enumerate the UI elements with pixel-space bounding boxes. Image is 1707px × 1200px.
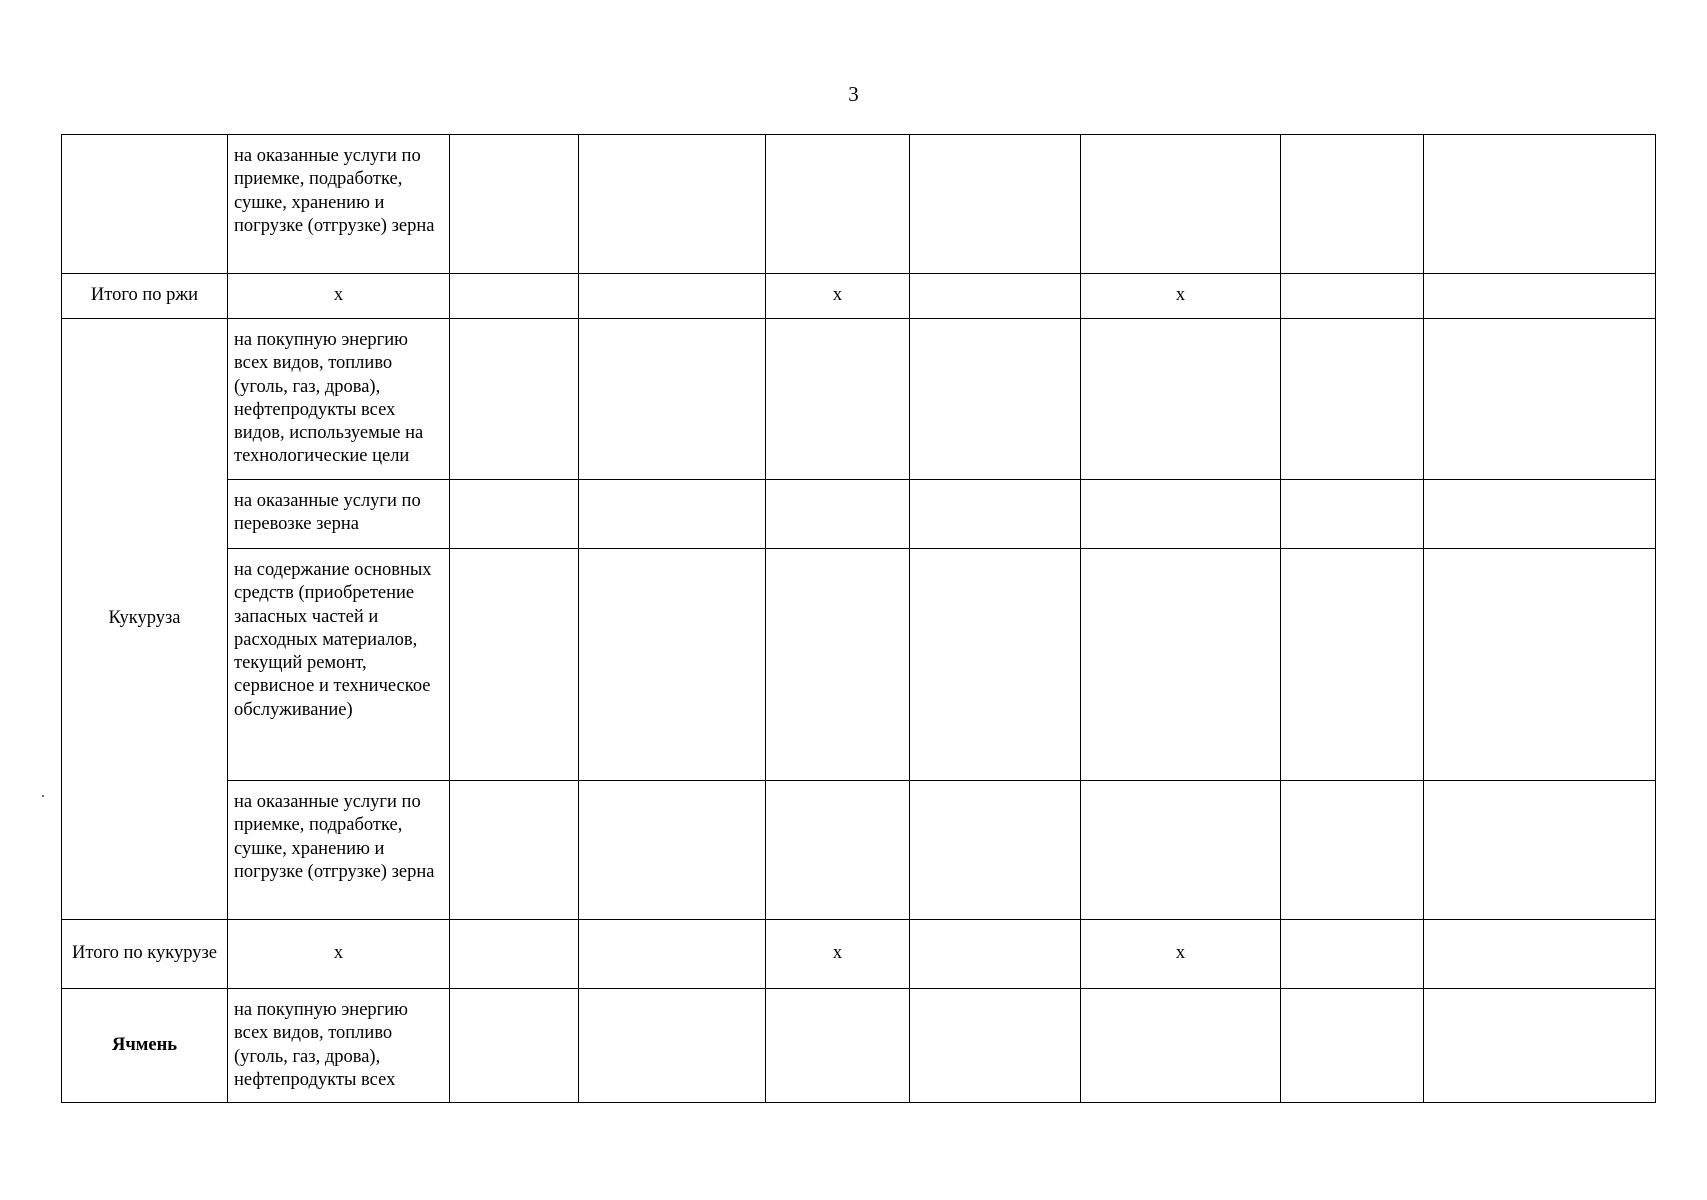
table-row — [62, 549, 1656, 781]
value-cell — [1424, 989, 1656, 1103]
value-cell — [1424, 549, 1656, 781]
value-cell — [1424, 480, 1656, 549]
value-cell — [766, 549, 910, 781]
x-mark: х — [766, 920, 910, 989]
value-cell — [579, 319, 766, 480]
value-cell — [766, 319, 910, 480]
value-cell — [766, 480, 910, 549]
value-cell — [579, 989, 766, 1103]
cost-table — [61, 134, 1656, 1103]
expense-description: на оказанные услуги по перевозке зерна — [228, 480, 450, 549]
expense-description: на покупную энергию всех видов, топливо (уголь, газ, дрова), нефтепродукты всех видов, используемые на технологические цели — [228, 319, 450, 480]
value-cell — [579, 135, 766, 274]
value-cell — [450, 319, 579, 480]
value-cell — [1281, 989, 1424, 1103]
value-cell — [1081, 549, 1281, 781]
value-cell — [910, 135, 1081, 274]
value-cell — [1424, 135, 1656, 274]
value-cell — [766, 989, 910, 1103]
value-cell — [1281, 480, 1424, 549]
value-cell — [579, 549, 766, 781]
value-cell — [910, 920, 1081, 989]
value-cell — [1081, 480, 1281, 549]
value-cell — [766, 135, 910, 274]
expense-description: на оказанные услуги по приемке, подработке, сушке, хранению и погрузке (отгрузке) зерна — [228, 781, 450, 920]
expense-description: на оказанные услуги по приемке, подработке, сушке, хранению и погрузке (отгрузке) зерна — [228, 135, 450, 274]
table-row — [62, 989, 1656, 1103]
value-cell — [766, 781, 910, 920]
value-cell — [1281, 920, 1424, 989]
table-row — [62, 319, 1656, 480]
value-cell — [1081, 989, 1281, 1103]
total-rye-label: Итого по ржи — [62, 274, 228, 319]
x-mark: х — [1081, 920, 1281, 989]
value-cell — [910, 480, 1081, 549]
value-cell — [450, 989, 579, 1103]
x-mark: х — [228, 274, 450, 319]
total-corn-label: Итого по кукурузе — [62, 920, 228, 989]
value-cell — [579, 274, 766, 319]
table-row — [62, 135, 1656, 274]
value-cell — [1081, 135, 1281, 274]
value-cell — [1281, 135, 1424, 274]
x-mark: х — [228, 920, 450, 989]
crop-label-barley: Ячмень — [62, 989, 228, 1103]
value-cell — [1424, 920, 1656, 989]
value-cell — [450, 480, 579, 549]
x-mark: х — [1081, 274, 1281, 319]
expense-description: на покупную энергию всех видов, топливо (уголь, газ, дрова), нефтепродукты всех — [228, 989, 450, 1103]
value-cell — [1281, 319, 1424, 480]
value-cell — [1424, 319, 1656, 480]
crop-label-corn: Кукуруза — [62, 319, 228, 920]
expense-description: на содержание основных средств (приобретение запасных частей и расходных материалов, текущий ремонт, сервисное и техническое обслуживание) — [228, 549, 450, 781]
value-cell — [450, 781, 579, 920]
value-cell — [1424, 274, 1656, 319]
page-number: 3 — [848, 82, 859, 106]
value-cell — [910, 989, 1081, 1103]
value-cell — [579, 480, 766, 549]
value-cell — [1281, 274, 1424, 319]
value-cell — [1281, 549, 1424, 781]
value-cell — [1424, 781, 1656, 920]
value-cell — [910, 549, 1081, 781]
table-row — [62, 781, 1656, 920]
value-cell — [450, 135, 579, 274]
value-cell — [579, 781, 766, 920]
table-row — [62, 480, 1656, 549]
value-cell — [1281, 781, 1424, 920]
value-cell — [450, 920, 579, 989]
value-cell — [910, 319, 1081, 480]
x-mark: х — [766, 274, 910, 319]
total-row-corn — [62, 920, 1656, 989]
value-cell — [450, 549, 579, 781]
value-cell — [1081, 319, 1281, 480]
total-row-rye — [62, 274, 1656, 319]
scan-speck — [42, 795, 44, 797]
crop-cell-empty — [62, 135, 228, 274]
value-cell — [579, 920, 766, 989]
value-cell — [910, 781, 1081, 920]
value-cell — [450, 274, 579, 319]
value-cell — [910, 274, 1081, 319]
value-cell — [1081, 781, 1281, 920]
